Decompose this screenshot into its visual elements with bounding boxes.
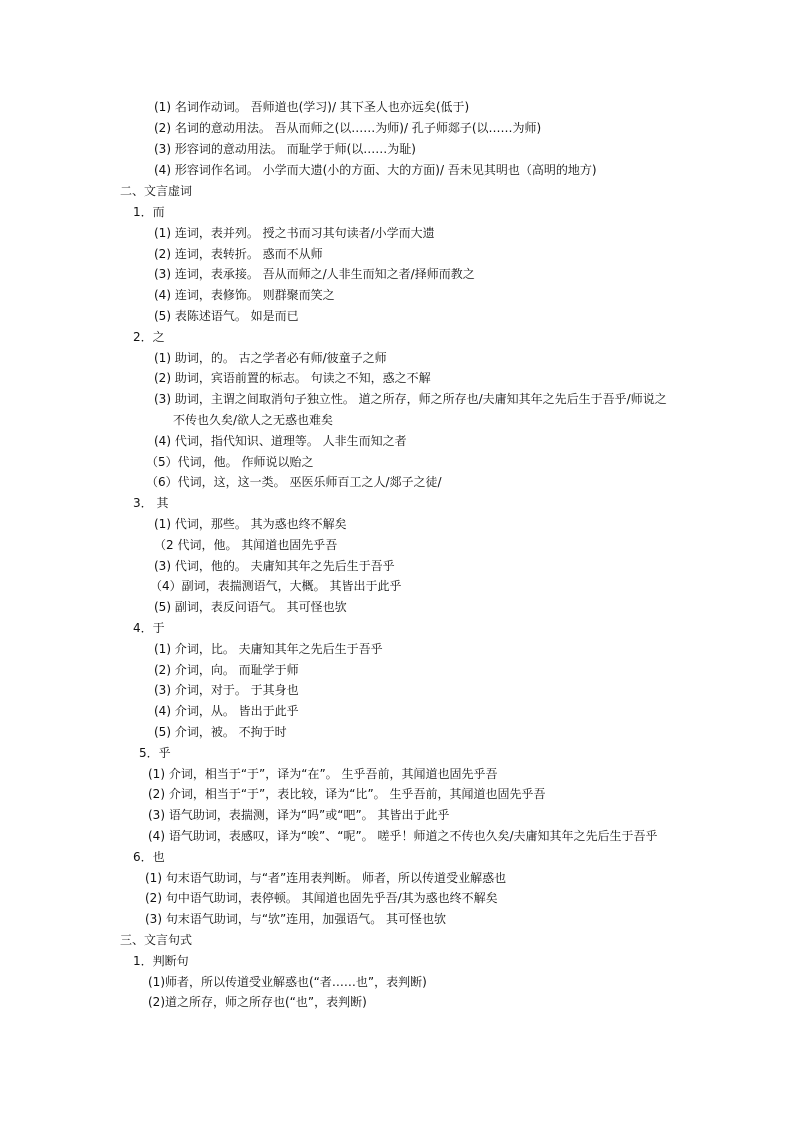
list-item: (3) 句末语气助词，与“欤”连用，加强语气。 其可怪也欤 — [145, 912, 447, 926]
list-item: (2) 句中语气助词，表停顿。 其闻道也固先乎吾/其为惑也终不解矣 — [145, 891, 498, 905]
list-item: (3) 语气助词，表揣测，译为“吗”或“吧”。 其皆出于此乎 — [148, 808, 450, 822]
list-item: (5) 副词，表反问语气。 其可怪也欤 — [154, 600, 347, 614]
list-item-continuation: 不传也久矣/欲人之无惑也难矣 — [173, 413, 334, 427]
list-item: (4) 语气助词，表感叹，译为“唉”、“呢”。 嗟乎！师道之不传也久矣/夫庸知其年之先后生于吾乎 — [148, 829, 658, 843]
list-item: (2) 助词，宾语前置的标志。 句读之不知，惑之不解 — [154, 371, 431, 385]
section-heading-function-words: 二、文言虚词 — [120, 184, 193, 198]
usage-line-adj-conative: (3) 形容词的意动用法。 而耻学于师(以……为耻) — [154, 142, 416, 156]
list-item: (1)师者，所以传道受业解惑也(“者……也”，表判断) — [148, 975, 427, 989]
list-item: (2) 介词，相当于“于”，表比较，译为“比”。 生乎吾前，其闻道也固先乎吾 — [148, 787, 546, 801]
usage-line-adj-as-noun: (4) 形容词作名词。 小学而大遗(小的方面、大的方面)/ 吾未见其明也（高明的地方) — [154, 163, 597, 177]
list-item: (5) 表陈述语气。 如是而已 — [154, 309, 299, 323]
entry-heading-judgment: 1．判断句 — [133, 954, 189, 968]
list-item: （5）代词，他。 作师说以贻之 — [146, 455, 314, 469]
list-item: (1) 介词，比。 夫庸知其年之先后生于吾乎 — [154, 642, 383, 656]
list-item: (4) 代词，指代知识、道理等。 人非生而知之者 — [154, 434, 407, 448]
entry-heading-qi: 3． 其 — [133, 496, 169, 510]
list-item: (5) 介词，被。 不拘于时 — [154, 725, 287, 739]
list-item: (3) 连词，表承接。 吾从而师之/人非生而知之者/择师而教之 — [154, 267, 475, 281]
entry-heading-hu: 5．乎 — [139, 746, 171, 760]
entry-heading-zhi: 2．之 — [133, 330, 165, 344]
list-item: (3) 介词，对于。 于其身也 — [154, 683, 299, 697]
list-item: （6）代词，这，这一类。 巫医乐师百工之人/郯子之徒/ — [146, 475, 442, 489]
usage-line-noun-as-verb: (1) 名词作动词。 吾师道也(学习)/ 其下圣人也亦远矣(低于) — [154, 100, 470, 114]
list-item: (2) 介词，向。 而耻学于师 — [154, 663, 299, 677]
list-item: (3) 助词，主谓之间取消句子独立性。 道之所存，师之所存也/夫庸知其年之先后生于吾乎/师说之 — [154, 392, 667, 406]
list-item: (3) 代词，他的。 夫庸知其年之先后生于吾乎 — [154, 559, 395, 573]
list-item: （2 代词，他。 其闻道也固先乎吾 — [154, 538, 338, 552]
list-item: (2)道之所存，师之所存也(“也”，表判断) — [148, 995, 367, 1009]
list-item: (1) 介词，相当于“于”，译为“在”。 生乎吾前，其闻道也固先乎吾 — [148, 767, 498, 781]
list-item: (1) 句末语气助词，与“者”连用表判断。 师者，所以传道受业解惑也 — [145, 871, 507, 885]
list-item: (4) 连词，表修饰。 则群聚而笑之 — [154, 288, 335, 302]
section-heading-sentence-patterns: 三、文言句式 — [120, 933, 193, 947]
list-item: (1) 连词，表并列。 授之书而习其句读者/小学而大遗 — [154, 226, 435, 240]
entry-heading-er: 1．而 — [133, 205, 165, 219]
list-item: (4) 介词，从。 皆出于此乎 — [154, 704, 299, 718]
list-item: (1) 代词，那些。 其为惑也终不解矣 — [154, 517, 347, 531]
list-item: (1) 助词，的。 古之学者必有师/彼童子之师 — [154, 351, 387, 365]
list-item: （4）副词，表揣测语气，大概。 其皆出于此乎 — [150, 579, 402, 593]
entry-heading-yu: 4．于 — [133, 621, 165, 635]
list-item: (2) 连词，表转折。 惑而不从师 — [154, 247, 323, 261]
entry-heading-ye: 6．也 — [133, 850, 165, 864]
usage-line-noun-conative: (2) 名词的意动用法。 吾从而师之(以……为师)/ 孔子师郯子(以……为师) — [154, 121, 542, 135]
